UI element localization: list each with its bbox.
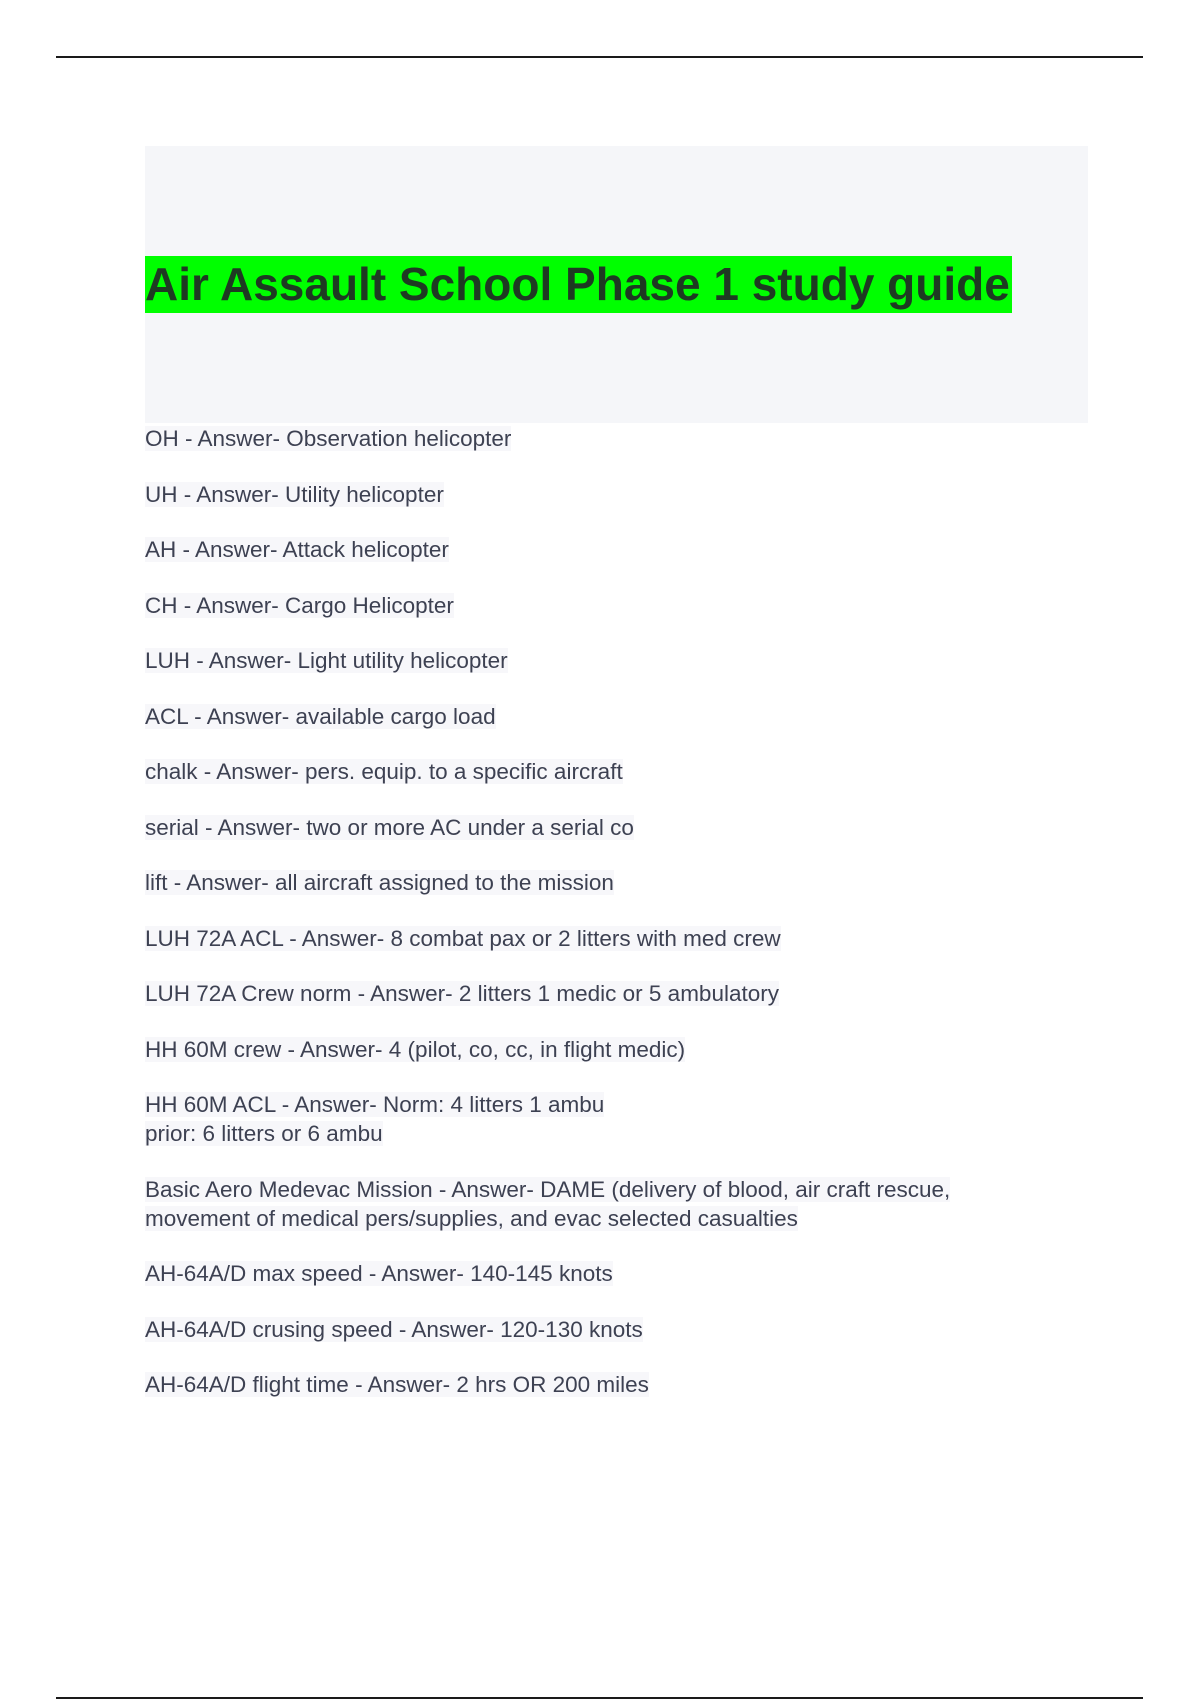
qa-text: HH 60M ACL - Answer- Norm: 4 litters 1 ambu prior: 6 litters or 6 ambu [145,1092,605,1146]
qa-item [145,535,1085,564]
qa-item [145,591,1085,620]
top-rule [56,56,1143,58]
qa-item [145,646,1085,675]
qa-text: AH - Answer- Attack helicopter [145,537,449,562]
qa-text: LUH 72A ACL - Answer- 8 combat pax or 2 litters with med crew [145,925,781,951]
qa-text: serial - Answer- two or more AC under a serial co [145,814,634,840]
qa-text: AH-64A/D flight time - Answer- 2 hrs OR 200 miles [145,1372,649,1397]
qa-item [145,1090,1085,1148]
qa-item [145,1175,1085,1233]
qa-list [145,424,1085,1426]
qa-item [145,480,1085,509]
bottom-rule [56,1697,1143,1699]
qa-text: chalk - Answer- pers. equip. to a specific aircraft [145,759,623,784]
qa-text: Basic Aero Medevac Mission - Answer- DAME (delivery of blood, air craft rescue, movement of medical pers/supplies, and evac selected casualties [145,1176,951,1231]
qa-item [145,1370,1085,1399]
qa-text: LUH - Answer- Light utility helicopter [145,648,508,673]
qa-item [145,813,1085,842]
qa-text: CH - Answer- Cargo Helicopter [145,592,454,618]
qa-item [145,924,1085,953]
qa-item [145,702,1085,731]
qa-text: LUH 72A Crew norm - Answer- 2 litters 1 medic or 5 ambulatory [145,981,779,1006]
qa-text: UH - Answer- Utility helicopter [145,481,444,507]
qa-item [145,1259,1085,1288]
qa-item [145,868,1085,897]
qa-text: HH 60M crew - Answer- 4 (pilot, co, cc, in flight medic) [145,1036,686,1062]
qa-item [145,424,1085,453]
qa-item [145,979,1085,1008]
qa-text: lift - Answer- all aircraft assigned to the mission [145,870,614,895]
qa-item [145,757,1085,786]
qa-text: AH-64A/D max speed - Answer- 140-145 knots [145,1261,613,1286]
qa-item [145,1315,1085,1344]
qa-text: AH-64A/D crusing speed - Answer- 120-130 knots [145,1316,643,1342]
qa-text: ACL - Answer- available cargo load [145,703,496,729]
qa-item [145,1035,1085,1064]
qa-text: OH - Answer- Observation helicopter [145,426,512,451]
document-title: Air Assault School Phase 1 study guide [145,256,1012,313]
